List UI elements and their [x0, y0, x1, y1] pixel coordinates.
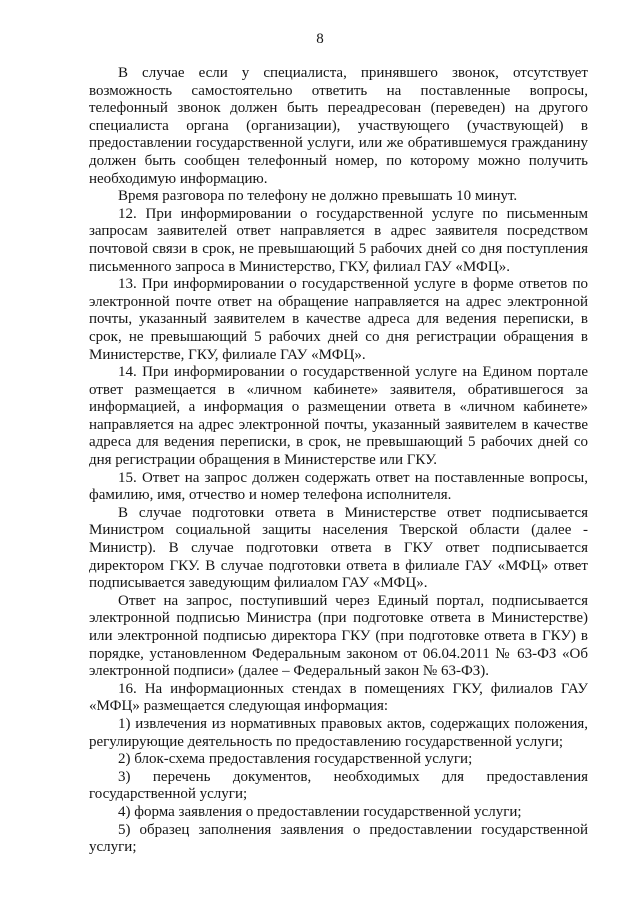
paragraph-response-signing: В случае подготовки ответа в Министерстве ответ подписывается Министром социальной защиты населения Тверской области (далее - Министр). В случае подготовки ответа в ГКУ ответ подписывается директором ГКУ. В случае подготовки ответа в филиале ГАУ «МФЦ» ответ подписывается заведующим филиалом ГАУ «МФЦ».	[89, 504, 588, 592]
list-item-4: 4) форма заявления о предоставлении государственной услуги;	[118, 803, 522, 820]
list-item-3: 3) перечень документов, необходимых для предоставления государственной услуги;	[89, 768, 588, 803]
paragraph-call-redirect: В случае если у специалиста, принявшего звонок, отсутствует возможность самостоятельно ответить на поставленные вопросы, телефонный звонок должен быть переадресован (переведен) на другого специалиста органа (организации), участвующего (участвующей) в предоставлении государственной услуги, или же обратившемуся гражданину должен быть сообщен телефонный номер, по которому можно получить необходимую информацию.	[89, 65, 588, 187]
paragraph-13-email-requests: 13. При информировании о государственной услуге в форме ответов по электронной почте ответ на обращение направляется на адрес электронной почты, указанный заявителем в качестве адреса для ведения переписки, в срок, не превышающий 5 рабочих дней со дня регистрации обращения в Министерстве, ГКУ, филиале ГАУ «МФЦ».	[89, 276, 588, 363]
paragraph-15-response-content: 15. Ответ на запрос должен содержать ответ на поставленные вопросы, фамилию, имя, отчество и номер телефона исполнителя.	[89, 469, 588, 504]
paragraph-12-written-requests: 12. При информировании о государственной услуге по письменным запросам заявителей ответ направляется в адрес заявителя посредством почтовой связи в срок, не превышающий 5 рабочих дней со дня поступления письменного запроса в Министерство, ГКУ, филиал ГАУ «МФЦ».	[89, 205, 588, 275]
list-item-1: 1) извлечения из нормативных правовых актов, содержащих положения, регулирующие деятельность по предоставлению государственной услуги;	[89, 715, 588, 750]
document-body	[89, 65, 588, 857]
paragraph-electronic-signature: Ответ на запрос, поступивший через Единый портал, подписывается электронной подписью Министра (при подготовке ответа в Министерстве) или электронной подписью директора ГКУ (при подготовке ответа в ГКУ) в порядке, установленном Федеральным законом от 06.04.2011 № 63-ФЗ «Об электронной подписи» (далее – Федеральный закон № 63-ФЗ).	[89, 592, 588, 680]
list-item-2: 2) блок-схема предоставления государственной услуги;	[118, 751, 473, 768]
paragraph-14-unified-portal: 14. При информировании о государственной услуге на Едином портале ответ размещается в «личном кабинете» заявителя, обратившегося за информацией, а информация о размещении ответа в «личном кабинете» направляется на адрес электронной почты, указанный заявителем в качестве адреса для ведения переписки, в срок, не превышающий 5 рабочих дней со дня регистрации обращения в Министерстве или ГКУ.	[89, 364, 588, 469]
list-item-5: 5) образец заполнения заявления о предоставлении государственной услуги;	[89, 821, 588, 856]
page-number: 8	[316, 31, 324, 47]
paragraph-16-info-stands: 16. На информационных стендах в помещениях ГКУ, филиалов ГАУ «МФЦ» размещается следующая информация:	[89, 680, 588, 715]
paragraph-call-duration: Время разговора по телефону не должно превышать 10 минут.	[118, 188, 518, 205]
